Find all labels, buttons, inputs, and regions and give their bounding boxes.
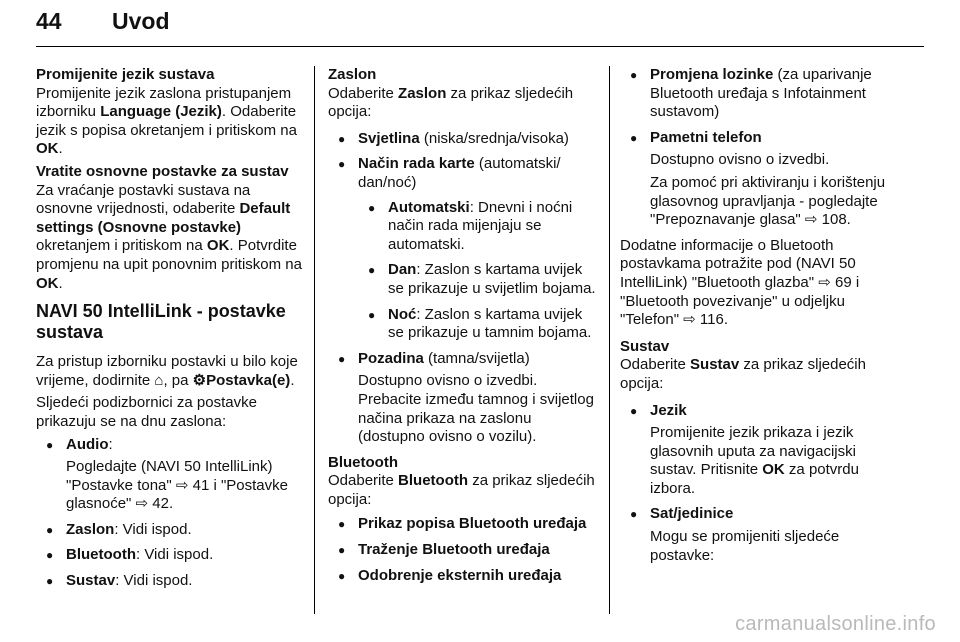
item-label: Bluetooth — [66, 546, 136, 564]
list-item — [328, 130, 602, 149]
sub-options-list — [358, 199, 602, 343]
paragraph — [328, 85, 602, 122]
item-label: Promjena lozinke — [650, 66, 774, 83]
text: (automatski/ dan/noć) — [358, 155, 561, 191]
page-header — [36, 8, 924, 47]
section-heading: Bluetooth — [328, 453, 398, 471]
text: (tamna/svijetla) — [423, 349, 530, 367]
list-item — [36, 572, 304, 591]
ok-term: OK — [36, 274, 59, 292]
section-change-language — [36, 66, 304, 159]
text: . — [58, 140, 63, 158]
text: za potvrdu izbora. — [650, 461, 859, 497]
list-item — [620, 505, 890, 565]
system-options-list — [620, 402, 890, 566]
item-description: Mogu se promijeniti sljedeće postavke: — [650, 528, 840, 564]
menu-term: Bluetooth — [398, 472, 469, 490]
column-divider-2 — [609, 66, 610, 614]
item-label: Jezik — [650, 401, 687, 419]
text: . — [58, 274, 63, 292]
paragraph: Sljedeći podizbornici za postavke prikazuju se na dnu zaslona: — [36, 394, 257, 430]
item-label: Audio — [66, 435, 109, 453]
paragraph — [620, 356, 890, 393]
item-label: Noć — [388, 305, 417, 323]
list-item — [328, 541, 602, 560]
menu-term: Language (Jezik) — [100, 103, 222, 121]
ok-term: OK — [762, 461, 785, 479]
page-number: 44 — [36, 8, 62, 34]
text: Promijenite jezik prikaza i jezik glasovnih uputa za navigacijski sustav. Pritisnite — [650, 424, 856, 479]
item-label: Svjetlina — [358, 129, 420, 147]
text: . Potvrdite promjenu na upit ponovnim pritiskom na — [36, 237, 302, 273]
gear-icon: ⚙ — [192, 371, 207, 389]
section-restore-defaults — [36, 163, 304, 293]
text: Odaberite — [328, 472, 399, 490]
text: : Vidi ispod. — [115, 572, 193, 590]
list-item — [620, 402, 890, 499]
item-description — [650, 424, 890, 498]
text: : — [108, 435, 113, 453]
list-item — [358, 261, 602, 298]
ok-term: OK — [206, 237, 230, 255]
text: : Zaslon s kartama uvijek se prikazuje u tamnim bojama. — [388, 305, 592, 342]
item-label: Odobrenje eksternih uređaja — [358, 566, 562, 584]
text: : Zaslon s kartama uvijek se prikazuje u svijetlim bojama. — [388, 261, 596, 297]
item-label: Sat/jedinice — [650, 505, 734, 523]
section-heading: Sustav — [620, 337, 670, 355]
text: : Vidi ispod. — [135, 546, 214, 564]
options-list — [328, 130, 602, 447]
section-heading: Vratite osnovne postavke za sustav — [36, 162, 289, 180]
text: (za uparivanje Bluetooth uređaja s Infotainment sustavom) — [650, 66, 872, 121]
text: : Dnevni i noćni način rada mijenjaju se automatski. — [388, 198, 573, 253]
item-label: Pametni telefon — [650, 128, 762, 146]
list-item — [358, 306, 602, 343]
home-icon: ⌂ — [154, 371, 164, 389]
text: okretanjem i pritiskom na — [36, 237, 207, 255]
text: Odaberite — [620, 356, 691, 374]
column-3 — [620, 66, 890, 572]
menu-term: Sustav — [690, 356, 740, 374]
item-label: Pozadina — [358, 349, 424, 367]
list-item — [358, 199, 602, 255]
list-item — [36, 546, 304, 565]
text: za prikaz sljedećih opcija: — [328, 84, 574, 121]
watermark: carmanualsonline.info — [735, 613, 936, 635]
item-label: Zaslon — [66, 520, 115, 538]
column-divider-1 — [314, 66, 315, 614]
text: Odaberite — [328, 84, 399, 102]
menu-term: Default settings (Osnovne postavke) — [36, 200, 291, 236]
bluetooth-options-list-cont — [620, 66, 890, 230]
text: : Vidi ispod. — [114, 520, 192, 538]
paragraph — [36, 85, 304, 159]
paragraph: Dodatne informacije o Bluetooth postavkama potražite pod (NAVI 50 IntelliLink) "Bluetooth glazba" ⇨ 69 i "Bluetooth povezivanje" u odjeljku "Telefon" ⇨ 116. — [620, 236, 860, 329]
ok-term: OK — [36, 140, 59, 158]
list-item — [620, 129, 890, 230]
section-heading-navi50: NAVI 50 IntelliLink - postavke sustava — [36, 301, 286, 343]
column-1 — [36, 66, 304, 598]
list-item — [36, 521, 304, 540]
text: za prikaz sljedećih opcija: — [328, 472, 595, 508]
item-label: Način rada karte — [358, 155, 475, 173]
item-description: Dostupno ovisno o izvedbi. — [650, 151, 830, 169]
text: , pa — [163, 371, 193, 389]
page-title: Uvod — [112, 8, 170, 34]
item-label: Automatski — [388, 198, 470, 216]
item-description: Pogledajte (NAVI 50 IntelliLink) "Postavke tona" ⇨ 41 i "Postavke glasnoće" ⇨ 42. — [66, 458, 288, 513]
list-item — [328, 155, 602, 342]
menu-term: Zaslon — [398, 84, 447, 102]
item-label: Dan — [388, 261, 417, 279]
item-label: Prikaz popisa Bluetooth uređaja — [358, 515, 587, 533]
column-2 — [328, 66, 602, 592]
bluetooth-options-list — [328, 515, 602, 585]
submenu-list — [36, 436, 304, 591]
text: Za pristup izborniku postavki u bilo koje vrijeme, dodirnite — [36, 353, 298, 389]
paragraph — [36, 353, 304, 390]
menu-term: Postavka(e) — [206, 371, 291, 389]
item-description: Za pomoć pri aktiviranju i korištenju glasovnog upravljanja - pogledajte "Prepoznavanje glasa" ⇨ 108. — [650, 173, 886, 229]
text: za prikaz sljedećih opcija: — [620, 356, 866, 392]
list-item — [620, 66, 890, 122]
item-description: Dostupno ovisno o izvedbi. Prebacite između tamnog i svijetlog načina prikaza na zaslonu (dostupno ovisno o vozilu). — [358, 372, 594, 446]
list-item — [328, 567, 602, 586]
paragraph — [328, 472, 602, 509]
list-item — [328, 350, 602, 447]
list-item — [36, 436, 304, 514]
text: Za vraćanje postavki sustava na osnovne vrijednosti, odaberite — [36, 181, 251, 218]
list-item — [328, 515, 602, 534]
text: . Odaberite jezik s popisa okretanjem i pritiskom na — [36, 103, 297, 139]
item-label: Sustav — [66, 572, 116, 590]
item-label: Traženje Bluetooth uređaja — [358, 541, 550, 559]
text: . — [290, 371, 295, 389]
text: Promijenite jezik zaslona pristupanjem izborniku — [36, 84, 292, 121]
section-heading: Zaslon — [328, 66, 377, 83]
paragraph — [36, 182, 304, 294]
section-heading: Promijenite jezik sustava — [36, 66, 215, 83]
text: (niska/srednja/visoka) — [419, 129, 569, 147]
